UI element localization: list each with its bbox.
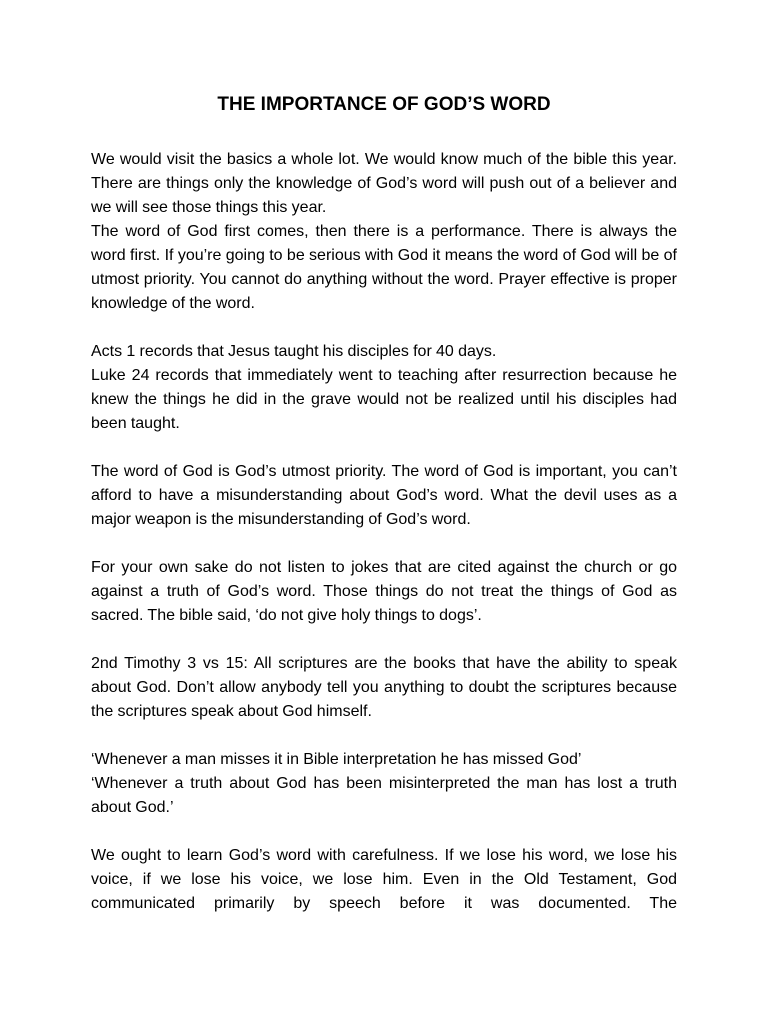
paragraph-timothy: 2nd Timothy 3 vs 15: All scriptures are the books that have the ability to speak about God. Don’t allow anybody tell you anything to doubt the scriptures because the scriptures speak about God himself.: [91, 655, 677, 720]
paragraph-carefulness: We ought to learn God’s word with carefulness. If we lose his word, we lose his voice, if we lose his voice, we lose him. Even in the Old Testament, God communicated primarily by speech before it was documented. The: [91, 847, 677, 912]
quote-missed-god: ‘Whenever a man misses it in Bible interpretation he has missed God’: [91, 751, 582, 768]
paragraph-spacer: [91, 316, 677, 340]
paragraph-jokes: For your own sake do not listen to jokes that are cited against the church or go against a truth of God’s word. Those things do not treat the things of God as sacred. The bible said, ‘do not give holy things to dogs’.: [91, 559, 677, 624]
paragraph-luke: Luke 24 records that immediately went to teaching after resurrection because he knew the things he did in the grave would not be realized until his disciples had been taught.: [91, 367, 677, 432]
document-body: [91, 148, 677, 916]
paragraph-priority: The word of God is God’s utmost priority. The word of God is important, you can’t afford to have a misunderstanding about God’s word. What the devil uses as a major weapon is the misunderstanding of God’s word.: [91, 463, 677, 528]
paragraph-spacer: [91, 532, 677, 556]
quote-lost-truth: ‘Whenever a truth about God has been misinterpreted the man has lost a truth about God.’: [91, 775, 677, 816]
paragraph-acts: Acts 1 records that Jesus taught his disciples for 40 days.: [91, 343, 497, 360]
paragraph-word-first: The word of God first comes, then there is a performance. There is always the word first. If you’re going to be serious with God it means the word of God will be of utmost priority. You cannot do anything without the word. Prayer effective is proper knowledge of the word.: [91, 223, 677, 312]
paragraph-spacer: [91, 724, 677, 748]
paragraph-basics: We would visit the basics a whole lot. We would know much of the bible this year. There are things only the knowledge of God’s word will push out of a believer and we will see those things this year.: [91, 151, 677, 216]
document-title: THE IMPORTANCE OF GOD’S WORD: [217, 94, 551, 115]
paragraph-spacer: [91, 820, 677, 844]
paragraph-spacer: [91, 436, 677, 460]
paragraph-spacer: [91, 628, 677, 652]
